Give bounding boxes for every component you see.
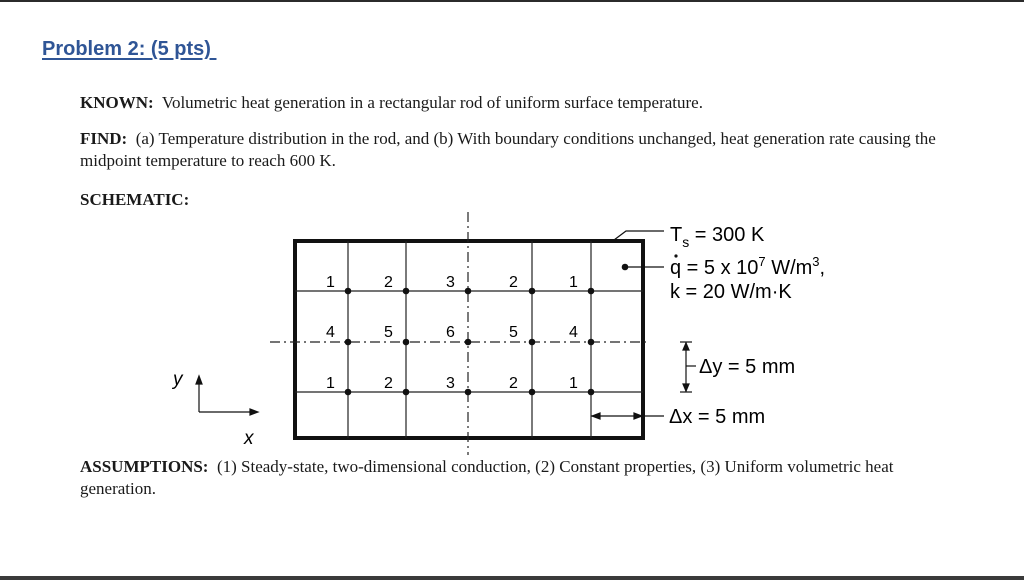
x-axis-arrow <box>250 409 258 415</box>
node-labels <box>326 274 578 392</box>
node-dot <box>403 389 410 396</box>
node-label: 1 <box>326 375 335 392</box>
node-label: 2 <box>509 274 518 291</box>
dx-dimension <box>591 413 664 419</box>
ts-label <box>670 224 765 250</box>
dy-label: Δy = 5 mm <box>699 356 796 378</box>
qdot-symbol: q <box>670 257 682 279</box>
node-label: 1 <box>569 274 578 291</box>
schematic-label: SCHEMATIC: <box>80 190 190 209</box>
dx-label: Δx = 5 mm <box>669 406 766 428</box>
node-dot <box>529 288 536 295</box>
node-dot <box>403 288 410 295</box>
qdot-exponent: 7 <box>758 254 766 269</box>
qdot-value: = 5 x 10 <box>681 257 759 279</box>
node-dot <box>529 339 536 346</box>
node-label: 2 <box>384 274 393 291</box>
y-axis-arrow <box>196 376 202 384</box>
known-text: Volumetric heat generation in a rectangular rod of uniform surface temperature. <box>161 93 703 112</box>
bottom-rule <box>0 576 1024 580</box>
k-label: k = 20 W/m·K <box>670 281 792 303</box>
ts-value: = 300 K <box>689 224 765 246</box>
dy-dimension <box>680 342 696 392</box>
problem-title: Problem 2: (5 pts) <box>42 38 217 60</box>
dy-arrow-down <box>683 384 689 391</box>
node-dot <box>345 288 352 295</box>
qdot-units: W/m <box>765 257 813 279</box>
node-label: 2 <box>509 375 518 392</box>
node-dot <box>345 339 352 346</box>
assumptions-text: (1) Steady-state, two-dimensional conduction, (2) Constant properties, (3) Uniform volumetric heat generation. <box>80 457 894 498</box>
node-label: 4 <box>326 324 335 341</box>
qdot-label <box>670 254 825 279</box>
node-dot <box>588 339 595 346</box>
node-label: 5 <box>509 324 518 341</box>
ts-subscript: s <box>682 234 690 250</box>
node-dot <box>465 389 472 396</box>
ts-symbol: T <box>670 224 683 246</box>
node-label: 1 <box>569 375 578 392</box>
y-axis-label: y <box>173 369 183 390</box>
node-label: 5 <box>384 324 393 341</box>
dx-arrow-left <box>592 413 600 419</box>
qdot-units-exponent: 3 <box>812 254 820 269</box>
node-label: 6 <box>446 324 455 341</box>
dy-arrow-up <box>683 343 689 350</box>
node-dot <box>465 339 472 346</box>
node-label: 3 <box>446 375 455 392</box>
x-axis-label: x <box>244 428 254 449</box>
node-label: 1 <box>326 274 335 291</box>
coordinate-axes <box>196 376 258 415</box>
node-dot <box>588 389 595 396</box>
known-label: KNOWN: <box>80 93 154 112</box>
dx-arrow-right <box>634 413 642 419</box>
node-label: 2 <box>384 375 393 392</box>
assumptions-paragraph <box>80 456 960 500</box>
node-dot <box>588 288 595 295</box>
qdot-comma: , <box>819 257 826 279</box>
node-dot <box>403 339 410 346</box>
node-label: 3 <box>446 274 455 291</box>
node-dot <box>465 288 472 295</box>
node-label: 4 <box>569 324 578 341</box>
node-dot <box>529 389 536 396</box>
ts-leader-line <box>614 231 664 240</box>
assumptions-label: ASSUMPTIONS: <box>80 457 209 476</box>
find-label: FIND: <box>80 129 128 148</box>
node-dot <box>345 389 352 396</box>
find-text: (a) Temperature distribution in the rod, and (b) With boundary conditions unchanged, heat generation rate causing the midpoint temperature to reach 600 K. <box>80 129 936 170</box>
